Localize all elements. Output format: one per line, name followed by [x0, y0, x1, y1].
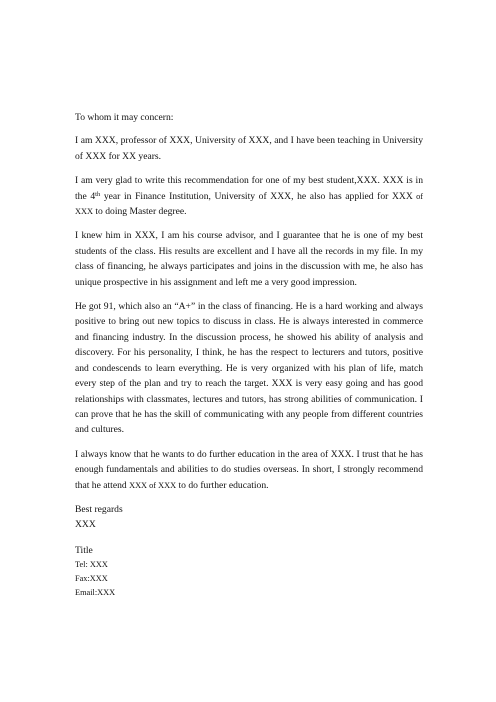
contact-fax: Fax:XXX [75, 573, 108, 583]
paragraph-recommendation-text-3: to doing Master degree. [92, 206, 187, 218]
paragraph-introduction: I am XXX, professor of XXX, University of XXX, and I have been teaching in University of XXX for XX years. [75, 135, 423, 162]
closing-phrase: Best regards [75, 503, 123, 515]
paragraph-recommendation [75, 173, 423, 219]
closing-block [75, 502, 423, 558]
paragraph-conclusion-small-text: XXX of XXX [129, 480, 177, 490]
contact-details [75, 558, 423, 599]
contact-email: Email:XXX [75, 587, 116, 597]
contact-tel: Tel: XXX [75, 560, 108, 570]
paragraph-conclusion-text: I always know that he wants to do further education in the area of XXX. I trust that he has enough fundamentals and abilities to do studies overseas. In short, I strongly recommend that he attend [75, 448, 423, 491]
paragraph-recommendation-text: I am very glad to write this recommendation for one of my best student,XXX. XXX is in the 4 [75, 175, 423, 202]
paragraph-conclusion [75, 447, 423, 493]
signature-name: XXX [75, 519, 96, 531]
paragraph-advisor: I knew him in XXX, I am his course advisor, and I guarantee that he is one of my best students of the class. His results are excellent and I have all the records in my file. In my class of financing, he always participates and joins in the discussion with me, he also has unique prospective in his assignment and left me a very good impression. [75, 230, 423, 288]
paragraph-recommendation-small-text: of XXX [75, 191, 423, 217]
paragraph-performance: He got 91, which also an “A+” in the class of financing. He is a hard working and always positive to bring out new topics to discuss in class. He is always interested in commerce and financing industry. In the discussion process, he showed his ability of analysis and discovery. For his personality, I think, he has the respect to lecturers and tutors, positive and condescends to learn everything. He is very organized with his plan of life, match every step of the plan and try to reach the target. XXX is very easy going and has good relationships with classmates, lectures and tutors, has strong abilities of communication. I can prove that he has the skill of communicating with any people from different countries and cultures. [75, 301, 423, 436]
paragraph-recommendation-text-2: year in Finance Institution, University of XXX, he also has applied for XXX [100, 190, 413, 202]
paragraph-conclusion-text-2: to do further education. [176, 479, 269, 491]
ordinal-suffix: th [95, 190, 101, 198]
signature-title: Title [75, 544, 93, 556]
salutation: To whom it may concern: [75, 112, 174, 123]
recommendation-letter [75, 110, 423, 600]
